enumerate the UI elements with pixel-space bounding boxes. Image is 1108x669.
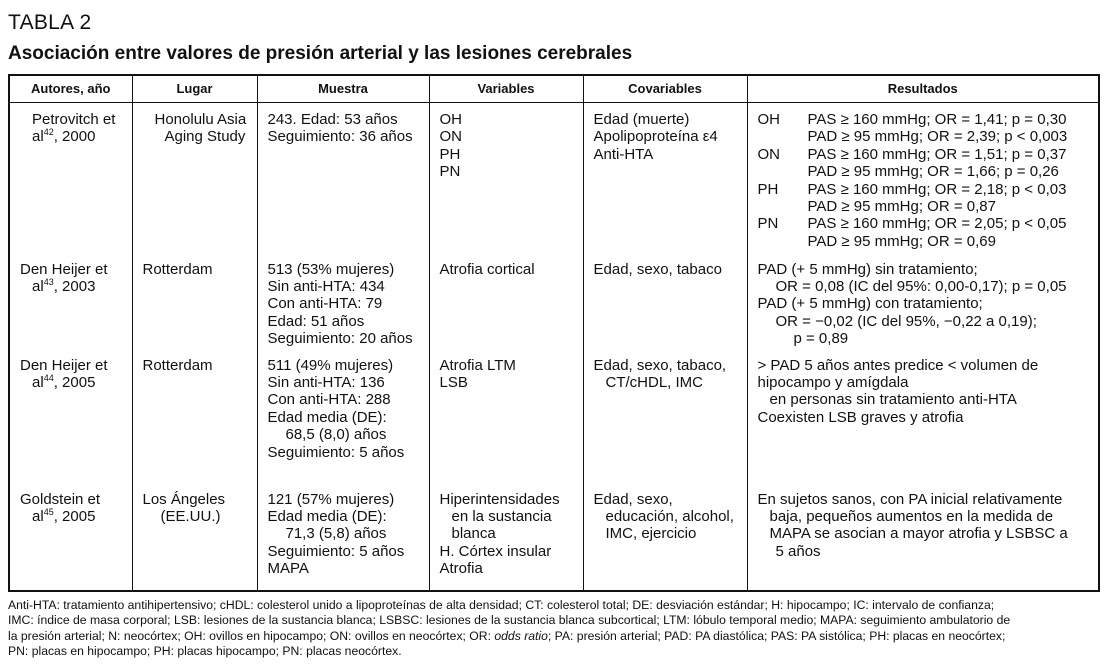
cell-covariables: Edad, sexo, educación, alcohol, IMC, ejercicio	[583, 483, 747, 591]
table-row	[9, 253, 1099, 349]
cell-place: Los Ángeles (EE.UU.)	[132, 483, 257, 591]
table-row	[9, 103, 1099, 253]
cell-results: OH PAS ≥ 160 mmHg; OR = 1,41; p = 0,30 PAD ≥ 95 mmHg; OR = 2,39; p < 0,003 ON PAS ≥ 160 mmHg; OR = 1,51; p = 0,37 PAD ≥ 95 mmHg; OR = 1,66; p = 0,26 PH PAS ≥ 160 mmHg; OR = 2,18; p < 0,03 PAD ≥ 95 mmHg; OR = 0,87 PN PAS ≥ 160 mmHg; OR = 2,05; p < 0,05 PAD ≥ 95 mmHg; OR = 0,69	[747, 103, 1099, 253]
cell-sample: 121 (57% mujeres) Edad media (DE): 71,3 (5,8) años Seguimiento: 5 años MAPA	[257, 483, 429, 591]
table-row	[9, 483, 1099, 591]
result-group: OH PAS ≥ 160 mmHg; OR = 1,41; p = 0,30	[757, 111, 1067, 128]
table-label: TABLA 2	[8, 11, 92, 34]
cell-results: > PAD 5 años antes predice < volumen de hipocampo y amígdala en personas sin tratamiento anti-HTA Coexisten LSB graves y atrofia	[747, 349, 1099, 483]
cell-place: Rotterdam	[132, 349, 257, 483]
cell-covariables: Edad, sexo, tabaco	[583, 253, 747, 349]
table-title: Asociación entre valores de presión arterial y las lesiones cerebrales	[8, 43, 633, 64]
cell-author: Den Heijer et $al^{43}$, 2003	[9, 253, 132, 349]
header-place: Lugar	[132, 75, 257, 103]
cell-sample: 513 (53% mujeres) Sin anti-HTA: 434 Con anti-HTA: 79 Edad: 51 años Seguimiento: 20 años	[257, 253, 429, 349]
reference-number: 44	[43, 372, 54, 383]
reference-number: 45	[43, 506, 54, 517]
cell-covariables: Edad, sexo, tabaco, CT/cHDL, IMC	[583, 349, 747, 483]
header-row	[9, 75, 1099, 103]
result-group: ON PAS ≥ 160 mmHg; OR = 1,51; p = 0,37	[757, 145, 1067, 163]
cell-sample: 511 (49% mujeres) Sin anti-HTA: 136 Con anti-HTA: 288 Edad media (DE): 68,5 (8,0) años Seguimiento: 5 años	[257, 349, 429, 483]
cell-author: Goldstein et $al^{45}$, 2005	[9, 483, 132, 591]
cell-variables: Atrofia cortical	[429, 253, 583, 349]
cell-place: Honolulu Asia Aging Study	[132, 103, 257, 253]
cell-covariables: Edad (muerte) Apolipoproteína ε4 Anti-HTA	[583, 103, 747, 253]
cell-results: PAD (+ 5 mmHg) sin tratamiento; OR = 0,08 (IC del 95%: 0,00-0,17); p = 0,05 PAD (+ 5 mmHg) con tratamiento; OR = −0,02 (IC del 95%, −0,22 a 0,19); p = 0,89	[747, 253, 1099, 349]
result-group: PH PAS ≥ 160 mmHg; OR = 2,18; p < 0,03	[757, 180, 1067, 198]
cell-sample: 243. Edad: 53 años Seguimiento: 36 años	[257, 103, 429, 253]
cell-variables: Atrofia LTM LSB	[429, 349, 583, 483]
cell-variables: Hiperintensidades en la sustancia blanca H. Córtex insular Atrofia	[429, 483, 583, 591]
cell-place: Rotterdam	[132, 253, 257, 349]
table-row	[9, 349, 1099, 483]
header-authors: Autores, año	[9, 75, 132, 103]
header-covariables: Covariables	[583, 75, 747, 103]
cell-author: Den Heijer et $al^{44}$, 2005	[9, 349, 132, 483]
document	[8, 10, 1098, 660]
cell-results: En sujetos sanos, con PA inicial relativamente baja, pequeños aumentos en la medida de MAPA se asocian a mayor atrofia y LSBSC a 5 años	[747, 483, 1099, 591]
cell-variables: OH ON PH PN	[429, 103, 583, 253]
header-results: Resultados	[747, 75, 1099, 103]
results-table	[8, 74, 1100, 592]
cell-author: Petrovitch et $al^{42}$, 2000	[9, 103, 132, 253]
table-footnote: Anti-HTA: tratamiento antihipertensivo; cHDL: colesterol unido a lipoproteínas de alta densidad; CT: colesterol total; DE: desviación estándar; H: hipocampo; IC: intervalo de confianza; IMC: índice de masa corporal; LSB: lesiones de la sustancia blanca; LSBSC: lesiones de la sustancia blanca subcortical; LTM: lóbulo temporal medio; MAPA: seguimiento ambulatorio de la presión arterial; N: neocórtex; OH: ovillos en hipocampo; ON: ovillos en neocórtex; OR: odds ratio; PA: presión arterial; PAD: PA diastólica; PAS: PA sistólica; PH: placas en neocórtex; PN: placas en hipocampo; PH: placas hipocampo; PN: placas neocórtex.	[8, 597, 1011, 658]
result-group: PN PAS ≥ 160 mmHg; OR = 2,05; p < 0,05	[757, 215, 1067, 233]
header-sample: Muestra	[257, 75, 429, 103]
header-variables: Variables	[429, 75, 583, 103]
reference-number: 42	[43, 127, 54, 138]
reference-number: 43	[43, 276, 54, 287]
